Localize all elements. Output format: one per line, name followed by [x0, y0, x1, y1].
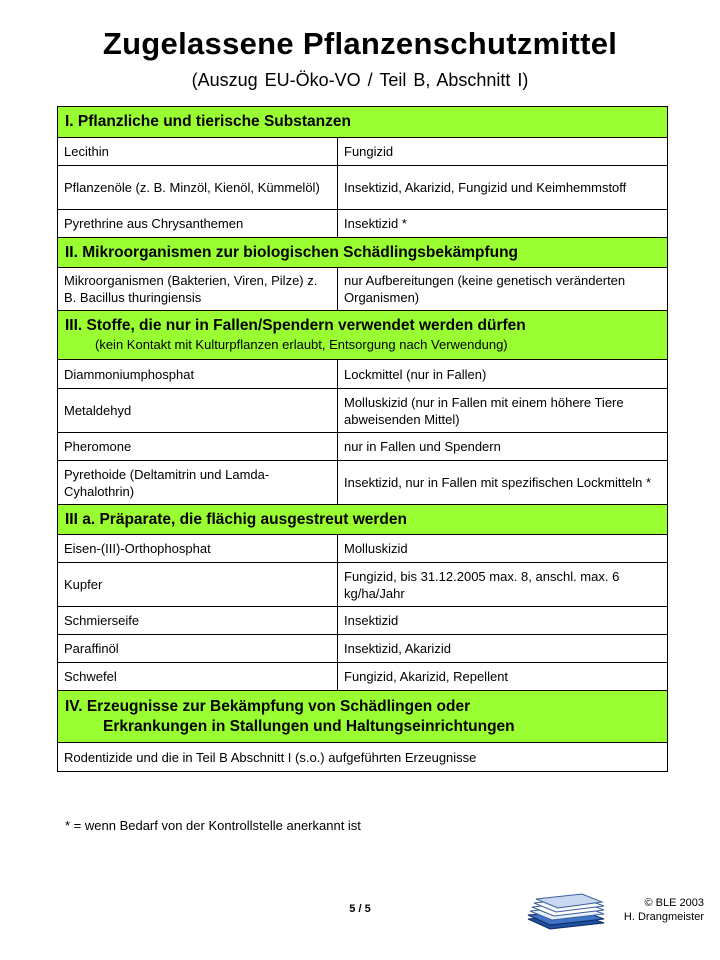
substance-cell: Paraffinöl — [58, 635, 338, 663]
copyright-line: © BLE 2003 — [644, 897, 704, 909]
table-row — [58, 433, 668, 461]
page-number: 5 / 5 — [349, 903, 371, 915]
table-row — [58, 268, 668, 311]
table-row — [58, 607, 668, 635]
use-cell: Molluskizid — [338, 535, 668, 563]
section-header-1 — [58, 107, 668, 138]
table-row — [58, 389, 668, 433]
substance-cell: Mikroorganismen (Bakterien, Viren, Pilze) z. B. Bacillus thuringiensis — [58, 268, 338, 311]
table-row — [58, 138, 668, 166]
table-row — [58, 635, 668, 663]
table-row — [58, 210, 668, 238]
table-row — [58, 461, 668, 505]
page-title: Zugelassene Pflanzenschutzmittel — [102, 26, 618, 61]
use-cell: Insektizid, nur in Fallen mit spezifischen Lockmitteln * — [338, 461, 668, 505]
use-cell: nur Aufbereitungen (keine genetisch veränderten Organismen) — [338, 268, 668, 311]
copyright — [624, 896, 704, 924]
substance-cell: Diammoniumphosphat — [58, 360, 338, 389]
full-width-cell: Rodentizide und die in Teil B Abschnitt I (s.o.) aufgeführten Erzeugnisse — [58, 743, 668, 772]
section-header-3a — [58, 505, 668, 535]
section-heading: I. Pflanzliche und tierische Substanzen — [58, 107, 668, 138]
section-heading: III. Stoffe, die nur in Fallen/Spendern verwendet werden dürfen — [65, 317, 526, 334]
substance-cell: Pflanzenöle (z. B. Minzöl, Kienöl, Kümmelöl) — [58, 166, 338, 210]
section-header-2 — [58, 238, 668, 268]
substance-cell: Kupfer — [58, 563, 338, 607]
table-row — [58, 663, 668, 691]
substance-cell: Schmierseife — [58, 607, 338, 635]
section-heading-cell — [58, 311, 668, 360]
table-row — [58, 535, 668, 563]
use-cell: Lockmittel (nur in Fallen) — [338, 360, 668, 389]
use-cell: Molluskizid (nur in Fallen mit einem höhere Tiere abweisenden Mittel) — [338, 389, 668, 433]
section-heading: II. Mikroorganismen zur biologischen Schädlingsbekämpfung — [58, 238, 668, 268]
table-row — [58, 563, 668, 607]
use-cell: Fungizid — [338, 138, 668, 166]
use-cell: Fungizid, bis 31.12.2005 max. 8, anschl. max. 6 kg/ha/Jahr — [338, 563, 668, 607]
substance-cell: Pheromone — [58, 433, 338, 461]
section-heading-continued: Erkrankungen in Stallungen und Haltungseinrichtungen — [103, 717, 515, 735]
substance-cell: Schwefel — [58, 663, 338, 691]
stacked-papers-icon — [524, 893, 608, 938]
author-line: H. Drangmeister — [623, 911, 704, 923]
table-row — [58, 743, 668, 772]
section-heading: III a. Präparate, die flächig ausgestreut werden — [58, 505, 668, 535]
substance-cell: Pyrethoide (Deltamitrin und Lamda-Cyhalothrin) — [58, 461, 338, 505]
page-subtitle: (Auszug EU-Öko-VO / Teil B, Abschnitt I) — [191, 70, 529, 90]
use-cell: Insektizid * — [338, 210, 668, 238]
pesticide-table — [57, 106, 668, 772]
use-cell: nur in Fallen und Spendern — [338, 433, 668, 461]
substance-cell: Lecithin — [58, 138, 338, 166]
section-header-3 — [58, 311, 668, 360]
use-cell: Fungizid, Akarizid, Repellent — [338, 663, 668, 691]
use-cell: Insektizid — [338, 607, 668, 635]
section-heading-cell — [58, 691, 668, 743]
use-cell: Insektizid, Akarizid, Fungizid und Keimhemmstoff — [338, 166, 668, 210]
substance-cell: Pyrethrine aus Chrysanthemen — [58, 210, 338, 238]
section-note: (kein Kontakt mit Kulturpflanzen erlaubt, Entsorgung nach Verwendung) — [95, 337, 508, 352]
footnote: * = wenn Bedarf von der Kontrollstelle anerkannt ist — [65, 818, 361, 833]
substance-cell: Metaldehyd — [58, 389, 338, 433]
section-header-4 — [58, 691, 668, 743]
use-cell: Insektizid, Akarizid — [338, 635, 668, 663]
section-heading: IV. Erzeugnisse zur Bekämpfung von Schädlingen oder — [65, 697, 471, 715]
table-row — [58, 360, 668, 389]
substance-cell: Eisen-(III)-Orthophosphat — [58, 535, 338, 563]
table-row — [58, 166, 668, 210]
